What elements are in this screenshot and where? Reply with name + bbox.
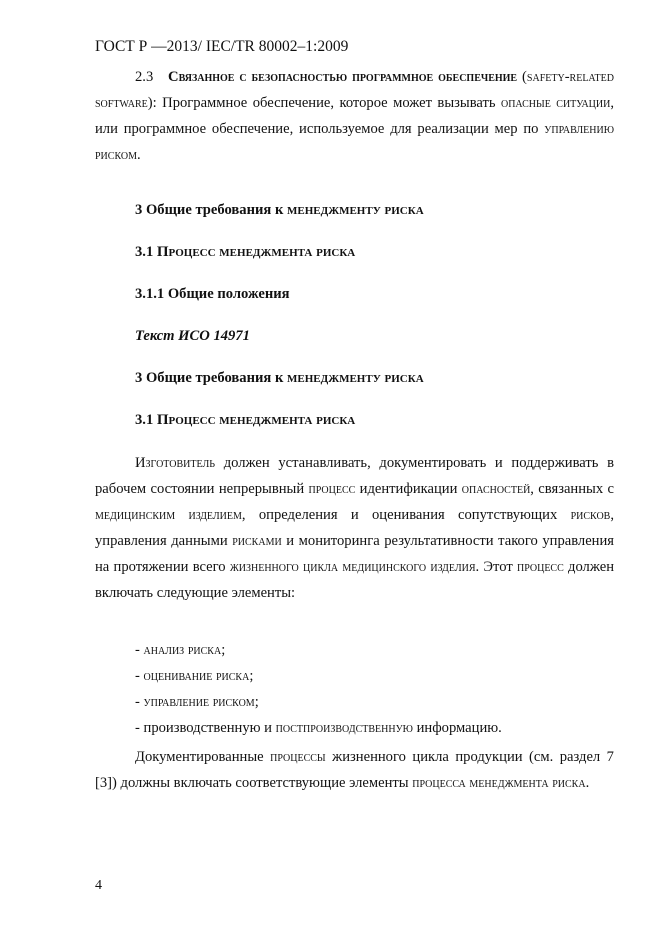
- iso-para-s1: Изготовитель: [135, 455, 216, 471]
- list-item-dash: - производственную и: [135, 720, 276, 736]
- iso-para-s8: процесс: [516, 559, 564, 575]
- closing-paragraph: [95, 744, 614, 796]
- document-header: ГОСТ Р —2013/ IEC/TR 80002–1:2009: [95, 38, 349, 55]
- closing-end: .: [585, 775, 590, 791]
- iso-para-s6: рисками: [232, 533, 282, 549]
- section-heading-3-1-prefix: 3.1: [135, 244, 157, 260]
- section-heading-3-1-sc: Процесс менеджмента риска: [156, 244, 356, 260]
- iso-heading-3-1: [135, 412, 355, 429]
- definition-text-2: , или программное обеспечение, используемое для реализации мер по: [95, 95, 615, 137]
- definition-ref-hazardous-situations: опасные ситуации: [500, 95, 611, 111]
- section-heading-3: [135, 202, 424, 219]
- iso-heading-3-prefix: 3 Общие требования к: [135, 370, 288, 386]
- iso-para-s5: рисков: [570, 507, 611, 523]
- closing-t2: жизненного цикла продукции (см. раздел 7 [3]) должны включать соответствующие элементы: [95, 749, 614, 791]
- iso-heading-3-1-prefix: 3.1: [135, 412, 157, 428]
- list-item-sc: постпроизводственную: [275, 720, 413, 736]
- iso-para-t8: должен включать следующие элементы:: [95, 559, 615, 601]
- list-item-sc: анализ риска: [143, 642, 222, 658]
- iso-para-t5: , управления данными: [95, 507, 614, 549]
- definition-end: .: [137, 147, 141, 163]
- iso-heading-3: [135, 370, 424, 387]
- section-heading-3-1: [135, 244, 355, 261]
- iso-para-t4: , определения и оценивания сопутствующих: [241, 507, 571, 523]
- list-item: [135, 694, 259, 711]
- iso-heading-3-1-sc: Процесс менеджмента риска: [156, 412, 356, 428]
- list-item-tail: информацию.: [412, 720, 502, 736]
- iso-heading-3-sc: менеджменту риска: [287, 370, 424, 386]
- definition-number: 2.3: [135, 69, 154, 85]
- iso-para-t3: , связанных с: [530, 481, 614, 497]
- section-heading-3-prefix: 3 Общие требования к: [135, 202, 288, 218]
- iso-para-s2: процесс: [308, 481, 356, 497]
- list-item-dash: -: [135, 694, 144, 710]
- list-item-dash: -: [135, 668, 144, 684]
- list-item-tail: ;: [221, 642, 226, 658]
- section-heading-3-sc: менеджменту риска: [287, 202, 424, 218]
- page-number: 4: [95, 878, 102, 893]
- definition-text-1: Программное обеспечение, которое может вызывать: [156, 95, 501, 111]
- list-item-sc: оценивание риска: [143, 668, 250, 684]
- list-item: [135, 720, 502, 737]
- iso-para-s3: опасностей: [461, 481, 531, 497]
- definition-colon: :: [152, 95, 157, 111]
- definition-term-en: (safety-related software): [95, 69, 614, 111]
- definition-term: Связанное с безопасностью программное обеспечение: [168, 69, 518, 85]
- closing-s2: процесса менеджмента риска: [412, 775, 586, 791]
- section-heading-3-1-1: 3.1.1 Общие положения: [135, 286, 290, 302]
- closing-s1: процессы: [270, 749, 326, 765]
- iso-para-t7: . Этот: [475, 559, 517, 575]
- iso-para-s7: жизненного цикла медицинского изделия: [229, 559, 476, 575]
- list-item-tail: ;: [254, 694, 259, 710]
- iso-para-t1: должен устанавливать, документировать и поддерживать в рабочем состоянии непрерывный: [95, 455, 614, 497]
- list-item-sc: управление риском: [143, 694, 255, 710]
- list-item: [135, 642, 225, 659]
- list-item: [135, 668, 253, 685]
- definition-2-3: [95, 64, 614, 168]
- list-item-dash: -: [135, 642, 144, 658]
- iso-para-s4: медицинским изделием: [95, 507, 242, 523]
- iso-para-t6: и мониторинга результативности такого управления на протяжении всего: [95, 533, 615, 575]
- iso-para-t2: идентификации: [355, 481, 462, 497]
- iso-text-label: Текст ИСО 14971: [135, 328, 250, 344]
- closing-t1: Документированные: [135, 749, 271, 765]
- iso-paragraph: [95, 450, 614, 606]
- list-item-tail: ;: [249, 668, 254, 684]
- definition-ref-risk-control: управлению риском: [95, 121, 614, 163]
